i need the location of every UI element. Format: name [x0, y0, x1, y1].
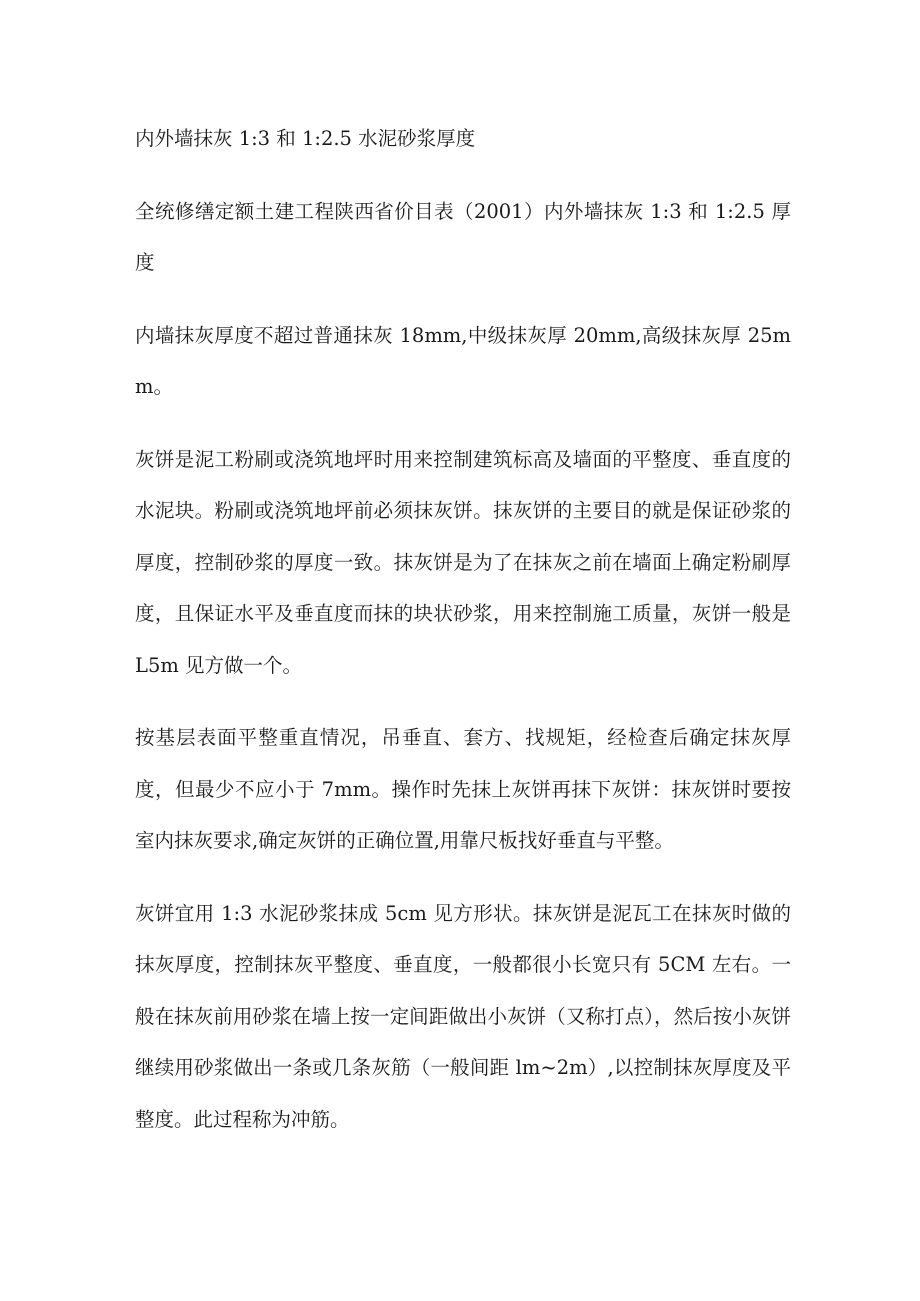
paragraph-price-table: 全统修缮定额土建工程陕西省价目表（2001）内外墙抹灰 1:3 和 1:2.5 厚度	[135, 199, 791, 274]
paragraph-screeding-process: 灰饼宜用 1:3 水泥砂浆抹成 5cm 见方形状。抹灰饼是泥瓦工在抹灰时做的抹灰厚度，控制抹灰平整度、垂直度，一般都很小长宽只有 5CM 左右。一般在抹灰前用砂浆在墙上按一定间距做出小灰饼（又称打点），然后按小灰饼继续用砂浆做出一条或几条灰筋（一般间距 lm~2m）,以控制抹灰厚度及平整度。此过程称为冲筋。	[135, 901, 791, 1131]
paragraph-base-layer-procedure: 按基层表面平整重直情况，吊垂直、套方、找规矩，经检查后确定抹灰厚度，但最少不应小于 7mm。操作时先抹上灰饼再抹下灰饼：抹灰饼时要按室内抹灰要求,确定灰饼的正确位置,用靠尺板找好垂直与平整。	[135, 726, 791, 852]
document-body	[135, 113, 791, 1166]
paragraph-plaster-cake-definition: 灰饼是泥工粉刷或浇筑地坪时用来控制建筑标高及墙面的平整度、垂直度的水泥块。粉刷或浇筑地坪前必须抹灰饼。抹灰饼的主要目的就是保证砂浆的厚度，控制砂浆的厚度一致。抹灰饼是为了在抹灰之前在墙面上确定粉刷厚度，且保证水平及垂直度而抹的块状砂浆，用来控制施工质量，灰饼一般是 L5m 见方做一个。	[135, 447, 791, 677]
document-title: 内外墙抹灰 1:3 和 1:2.5 水泥砂浆厚度	[135, 127, 476, 150]
paragraph-inner-wall-thickness: 内墙抹灰厚度不超过普通抹灰 18mm,中级抹灰厚 20mm,高级抹灰厚 25mm。	[135, 323, 791, 398]
